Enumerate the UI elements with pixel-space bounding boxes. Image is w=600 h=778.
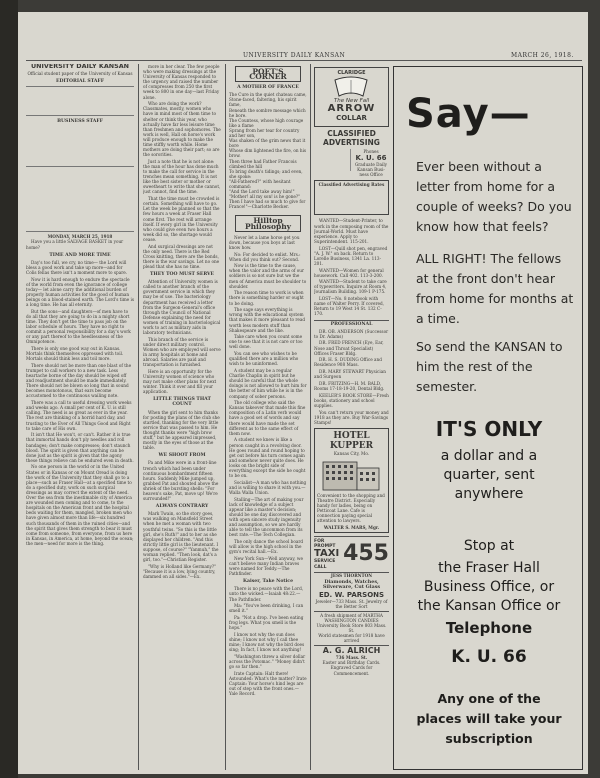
editorial-paragraph: Now it is hard enough to endure the spectacle of the world from even the ignorance of college today— let alone carry the additional burden of properly human activities for the good of human beings on a blood-stained earth. The Lord's time is a long time. He has all eternity. [26,276,134,308]
business-list-block [26,126,134,167]
editorial-paragraph: That the time must be crowded is certain. Something will have to go. Let the week be planned so that the few hours a week at Fraser Hall come first. The rest will arrange itself. If every girl in the University who could give even two hours a week did so, the shortage would cease. [143,196,220,242]
new-fall-label: The New Fall [333,98,370,105]
classified-item: WANTED—Student-Printer, to work in the composing room of the Journal-World. Must have experience. Apply to Superintendent. 115-201. [314,218,389,244]
joke-heading: ALWAYS CONTRARY [155,504,209,510]
hilltop-paragraph: Now is the time to the cause, when the valor and the arms of our soldiers is so not sure but we the men of America must be shoulder to shoulder. [229,263,307,289]
masthead-subtitle: Official student paper of the University of Kansas [27,71,133,77]
little-things-heading: LITTLE THINGS THAT COUNT [153,397,211,408]
hilltop-paragraph: You can see who wishes to be qualified there are a million who wish to be uninformed. [229,351,299,367]
poem-line: "And the Lord take away him!" [229,189,295,195]
alrich-subtitle: Easter and Birthday Cards. Engraved Cards for Commencement. [322,660,381,676]
classified-rates-text [317,187,386,213]
hotel-label: HOTEL [333,430,370,441]
ad-subscription-note: Any one of the places will take your subscription [416,691,562,746]
joke-text: Mark Twain, so the story goes, was walking on Mansfield Street when he met a woman with two youthful twins. "So this is the little girl, she's Ruth!" and to her as she displayed her children. "And this strictly little girl is the lieutenant. I suppose, of course?" "Yanmuh," the woman replied. "Then look, dat's a girl, too."—Christian Register. [143,511,219,563]
hotel-building-illustration [317,456,386,492]
ad-paragraph-front: ALL RIGHT! The fellows at the front don't hear from home for months at a time. [416,251,574,326]
little-things-text: When the girl sent to him thanks for posting the plans of the club she startled, thanking for the very little service that was passed to him. He thought thanks were "high brow stuff," but he appeared impressed, mostly in the eyes of those at the table. [143,409,220,451]
editorial-paragraph: There was a call to useful dressing work weeks and weeks ago. A small per cent of K. U. is still calling. The need is as great as ever in the year. The rest are thinking of a horrid hard day, and trusting to the Ever of All Things Good and Right to take care of His own. [26,400,132,431]
poem-line: Beneath the sombre message which he bore. [229,107,306,118]
taxi-owner: JESS THORNTON [330,572,373,578]
joke-text: Pa: "Not a drop. I've been eating frog legs. What you smell is the hops." [229,615,304,631]
classified-heading: CLASSIFIED ADVERTISING [323,129,380,147]
hotel-description: Convenient to the shopping and Theatre District. Especially handy for ladies, being on Petticoat Lane. Cafe is connection paying special attention to lawyers. [317,492,385,524]
kaiser-heading: Kaiser, Take Notice [242,579,294,585]
collar-label: COLLAR [336,114,367,123]
lead-line: Have you a little SALVAGE BASKET in your home? [26,239,124,250]
phone-number: K. U. 66 [355,154,387,163]
poem-line: Sprang from her tear for country and her son, [229,127,300,139]
scan-binding-edge [0,0,18,778]
hotel-city: Kansas City, Mo. [333,450,370,456]
ad-paragraph-letter: Ever been without a letter from home for a couple of weeks? Do you know how that feels? [416,159,572,234]
hilltop-paragraph: Never let a lame horse get you down, because you boys at last know how. [229,234,300,250]
column-rule [310,64,311,770]
claridge-label: CLARIDGE [337,70,366,76]
classified-item: LOST—Quill shot pen, engraved "A. J. W." on back. Return to Lorelle Business, 1341 La. 113-201. [314,245,388,266]
date-line: MONDAY, MARCH 25, 1918 [47,234,113,240]
hotel-name: KUPPER [329,440,374,451]
kaiser-text: There is no peace with the Lord, unto the wicked.—Isaiah 48:22.—The Pathfinder. [229,586,304,602]
joke-text: Irate Captain: Halt there! Astounded: What's the matter? Irate Captain: Your horse's hind legs are out of step with the front ones.—Yale Record. [229,670,307,697]
professional-entry: DR. H. S. DUDING Office and Residence 908 Mass. [314,357,382,368]
joke-text: "Washington threw a silver dollar across the Potomac." "Money didn't go so far then." [229,653,306,670]
poem-line: Whose dim lightened the fire, on his brow. [229,148,307,159]
editorial-paragraph: Just a note that he is not alone: the man of the hour has done much to make the call for service in the trenches mean something. It is not like the best sister or mother or sweetheart to write that she cannot, just cannot, find the time. [143,158,221,195]
editorial-paragraph: But the sons—and daughters—of men have to do all that they are going to do in a mighty short time. They don't get the time to pass job on the labor schedule of hours. They have no right to commit a personal responsibility for a day's work or any part thereof to the heedlessness of the Omnipotence. [26,308,131,345]
column-poets-corner [229,64,307,770]
professional-entry: KEELER'S BOOK STORE—Fresh books, stationery and school supplies. [314,392,389,408]
jewelry-line: Diamonds, Watches, Silverware, Cut Glass [322,578,381,591]
editorial-paragraph: No one person in the world or in the United States or in Kansas or on Mount Oread is doing the work of the University that they shall go to a place—such as Fraser Hall—at a specified time to do a specified duty, work on such surgical dressings as may correct the extent of the need. Over the sea from the inestimable city of America are wounded men coming and to come, to the hospitals on the American front and the hospital beds waiting for them, mangled, broken men who have given almost more than life—six hundred such thousands of them in the ruined cities—and the spirit that gives them strength to bear it must come from someone, from everyone, from us here in Kansas, in America, at home, beyond the ocean; the men—need for more is the thing. [26,464,134,546]
hilltop-paragraph: New York Sun—Well anyway, we can't believe many Indian braves were named for Teddy.—The Pathfinder. [229,555,303,577]
poem-line: Was shaken of the grim news that it bore [229,138,306,149]
page-header-date: MARCH 26, 1918. [511,52,574,59]
column-rule [225,64,226,770]
ad-phone-number: K. U. 66 [451,647,527,667]
taxi-prompt: FOR PROMPT [314,539,336,550]
joke-heading: WE SHOOT FROM [158,453,206,459]
poem-line: Stone-faced, faltering, his spirit fame, [229,97,297,108]
hilltop-paragraph: Take care when you count some one to see that it is not care or too well done. [229,334,303,350]
page-header-title: UNIVERSITY DAILY KANSAN [243,52,346,59]
taxi-ad [314,536,389,572]
ad-headline: Say— [406,91,531,137]
classified-rates-list [314,149,351,171]
professional-entry: DR. OB. ANDERSON (Successor to Dr. Adams) [314,328,389,339]
taxi-label: TAXI [314,548,340,560]
hilltop-paragraph: The only dance the school board will allow is the high school in the gym's recital hall.—Ex. [229,539,304,555]
classified-item: WANTED—Women for general housework. Call 402. 113-3-200. [314,267,384,278]
collar-illustration [315,76,388,98]
poem-title: A MOTHER OF FRANCE [237,85,299,91]
joke-text: Pa and Mike were in a front-line trench which had been under continuous bombardment fifteen hours. Suddenly Mike jumped up, grabbed Pat and shouted above the shriek of the bursting shells: "For heaven's sake, Pat, move up! We're surrounded!" [143,460,219,502]
classified-rates-heading: Classified Advertising Rates [318,182,385,188]
classified-item: LOST—No. 8 notebook with name of Walter Perry. If covered, Return to 19 West 14 St. 132 C-170. [314,296,384,317]
arrow-collar-ad [314,67,389,127]
poem-line: "All-Fathered?" with hesitant command: [229,178,291,189]
editorial-paragraph: more in her clear. The few people who were making dressings at the University of Kansas responded to the urgency and raised the number of compresses from 250 the first week to 800 in one day—last Friday alone. [143,64,220,100]
joke-text: "Why is Holland like Germany?" "Because it is a low, lying country, dammed on all sides."—Ex. [143,563,217,579]
candy-ad: A fresh shipment of MARTHA WASHINGTON CANDIES University Book Store 803 Mass. St. [314,611,389,633]
serve-paragraph: Attention of University women is called to another branch of the government service in which they may be of use. The bacteriology department has received a letter from the Surgeon-General's office through the Council of National Defense explaining the need for women of training in bacteriological work to act as military aids in laboratory technicians. [143,279,221,336]
column-editorial [26,64,134,770]
ad-locations: the Fraser Hall Business Office, or the Kansan Office or [417,560,561,614]
poets-corner-title: POET'S CORNER [235,66,301,82]
poem-line: "Mother! all my son! is he gone?" [229,194,301,200]
kansan-subscription-ad [393,66,583,770]
professional-entry: DR. MARY STEWART Physician and Surgeon [314,369,386,380]
ad-its-only: IT'S ONLY [435,417,543,441]
hilltop-paragraph: No: For decided to enlist. Mrs.: When did you think out? Second. [229,251,301,262]
header-rule [26,60,582,61]
ad-paragraph-send: So send the KANSAN to him the rest of the semester. [416,339,563,394]
candy-ad-subtitle: World statesmen for 1918 have arrived [318,633,385,644]
poem-line: Then three had Father Francois climbed the hill [229,158,297,169]
column-classifieds [314,64,389,770]
ad-stop-at: Stop at [463,538,515,554]
professional-entry: DR. FRITZING—H. M. BALD, Rooms 17-18-19-20, Dental Bldg. [314,380,385,391]
arrow-label: ARROW [327,103,376,115]
hilltop-paragraph: The sage says everything is wrong with the educational system that makes it more pleasant to read worth less modern stuff than Shakespeare and the like. [229,307,306,333]
staff-list-block [26,86,134,116]
editorial-heading: TIME AND MORE TIME [49,252,111,258]
editorial-paragraph: There is only one good way out in Kansas. Mortals think themselves oppressed with toil. Mortals should think less and toil more. [26,346,124,362]
poem-line: Then I have had so much to give for France!"—Charlotte Becker. [229,199,306,210]
alrich-address: 736 Mass. St. [335,655,368,661]
classified-item: WANTED—Student to take care of typewriters. Inquire at Room 4, Journalism Building. 109-1 P-175. [314,279,387,295]
subscription-notice-block [26,169,134,232]
hilltop-paragraph: The old college who said the Kansas takeover that made this fine composition of a Latin verb would have a good set of words and say there would have made the set different as to the same effect of them now. [229,400,306,436]
hotel-kupper-ad [314,428,389,533]
serve-paragraph: This branch of the service is under direct military control. Women who are employed will serve in army hospitals at home and abroad. Salaries are paid and transportation is furnished. [143,336,221,368]
editorial-paragraph: Day's too full, we cry, no time— the Lord will bless a good work and take up more—and for Colis fellas there isn't a moment more to spare. [26,259,128,275]
hilltop-paragraph: Stalling—The art of making your lack of knowledge of a subject appear like a master's decision; should be one day discovered and with open sincere study ingenuity and assumption, so we are hardly able to tell the uncommon from its best rate.—The Tech Collegian. [229,496,304,538]
professional-heading: PROFESSIONAL [314,320,389,327]
editorial-staff-heading: EDITORIAL STAFF [56,79,104,85]
joke-text: Ma: "You've been drinking, I can smell it." [229,603,304,614]
parsons-subtitle: Jeweler—733 Mass. St. Jewelry of the Better Sort [315,598,388,609]
phone-caption: Graduate Daily Kansan Busi-ness Office [354,162,388,178]
phones-label: Phones [363,149,379,154]
professional-entry: DR. FRED FRENCH (Eye, Ear, Nose and Throat Specialist) Offices Fraser Bldg. [314,340,384,356]
editorial-paragraph: There should not be more than one blast of the trumpet to call workers to a new task. Less heartache borne of the day should be wiped off and readjustment should be made immediately. There should not be blown so long that in sound becomes monotonous, that ears become accustomed to the continuous wailing note. [26,362,132,399]
ad-price: a dollar and a quarter, sent anywhere [440,448,538,502]
hilltop-paragraph: A student we knew is like a person caught in a revolving door. He goes round and round hoping to get out before his turn comes again and somehow never quite does. He looks on the bright side of everything except the side he ought to be on. [229,437,306,479]
joke-text: I know not why the sun does shine; I know not why I call thee mine; I know not why the bird does sing; In fact, I know not anything! [229,631,305,653]
hilltop-paragraph: Socialist—A man who has nothing and is willing to share it with you.—Walla Walla Union. [229,479,307,495]
ad-telephone: Telephone [445,619,533,637]
editorial-paragraph: Who are doing the work? Classmates, mostly, women who have in mind most of them time to shelter or think this year, who actually have far less leisure time than freshmen and sophomores. The work is well, Hall on horse's work will produce enough to make the time stiffly worth while. Home mothers are doing their part; so are the sororities. [143,101,221,158]
editorial-paragraph: And surgical dressings are not the only need. There is the Red Cross knitting, there are the bonds, there is the war savings. Let no one plead that she has no time. [143,243,220,269]
hilltop-paragraph: A student may be a regular Charlie Chaplin in spirit but he should be careful that the whole doings is not allowed to hurt him for the better of him while he is in the company of sober persons. [229,368,307,399]
serve-heading: THEY TOO MUST SERVE [149,272,215,278]
column-rule [138,64,139,770]
editorial-paragraph: It isn't that He won't, or can't. Rather it is true that immortal hands don't ply needles and roll bandages; don't make compresses; don't staunch blood. The spirit is given that anything can be done just as the spirit is given that the agony these things relieve can be endured even in death. [26,432,134,463]
column-editorial-continued [143,64,221,770]
parsons-name: ED. W. PARSONS [318,590,385,599]
taxi-number: 455 [343,541,389,567]
war-savings-promo: You can't return your money and 1918 as they are. Buy War-Savings Stamps! [314,409,389,425]
poem-line: The Countess, whose high courage like a flame [229,117,304,128]
alrich-name: A. G. ALRICH [314,645,389,655]
hilltop-paragraph: The reason time to work is when there is something harder or ought to be doing. [229,290,304,306]
newspaper-page [18,12,588,774]
business-staff-heading: BUSINESS STAFF [57,119,103,125]
serve-paragraph: Here is an opportunity for the University women of science who may not make other plans for next winter. Think it over and fill your application. [143,368,217,395]
poem-line: The Cure in the quiet chateau came, [229,92,307,98]
taxi-service: SERVICE CALL [314,559,336,570]
poem-line: To bring death's tidings; and even, she spoke: [229,168,303,179]
masthead: UNIVERSITY DAILY KANSAN [30,64,130,70]
hilltop-philosophy-title: Hilltop Philosophy [235,215,301,231]
hotel-manager: WALTER S. MARS, Mgr. [323,525,380,531]
classified-rates-box [314,180,389,215]
